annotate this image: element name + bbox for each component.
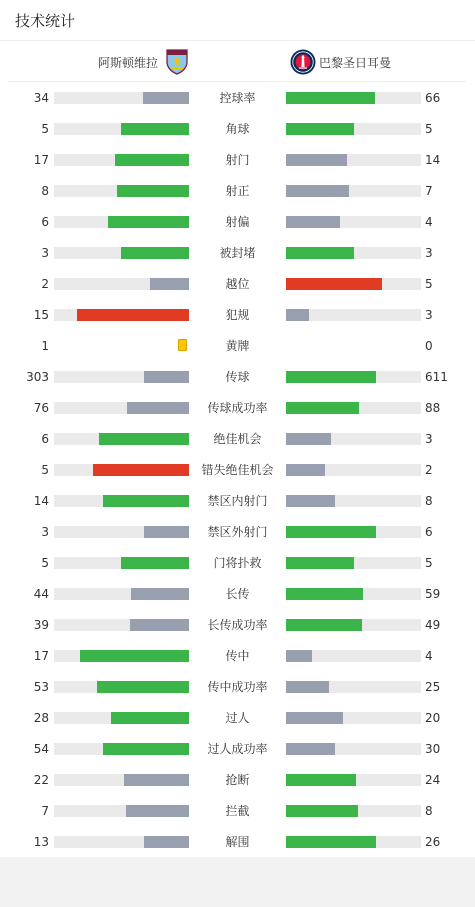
away-bar-track	[286, 185, 421, 197]
stat-row	[0, 677, 475, 697]
home-bar-track	[54, 712, 189, 724]
home-bar-track	[54, 309, 189, 321]
away-value: 0	[425, 339, 433, 353]
away-value: 611	[425, 370, 448, 384]
stat-label: 射偏	[225, 215, 250, 229]
home-bar-track	[54, 216, 189, 228]
away-bar-track	[286, 557, 421, 569]
away-value: 4	[425, 215, 433, 229]
away-value: 5	[425, 277, 433, 291]
home-value: 15	[33, 308, 49, 322]
away-bar-fill	[286, 650, 312, 662]
home-bar-track	[54, 743, 189, 755]
home-bar-track	[54, 557, 189, 569]
away-bar-fill	[286, 371, 376, 383]
away-value: 3	[425, 432, 433, 446]
away-bar-fill	[286, 402, 359, 414]
stat-label: 长传成功率	[207, 618, 268, 632]
away-team-name: 巴黎圣日耳曼	[319, 55, 392, 70]
away-value: 66	[425, 91, 441, 105]
home-bar-fill	[126, 805, 189, 817]
stat-row	[0, 491, 475, 511]
away-bar-track	[286, 123, 421, 135]
away-bar-fill	[286, 681, 329, 693]
home-bar-fill	[121, 123, 189, 135]
stat-label: 犯规	[225, 308, 250, 322]
stat-label: 传中成功率	[207, 680, 268, 694]
home-bar-fill	[144, 371, 189, 383]
stat-label: 传球成功率	[207, 401, 268, 415]
away-bar-fill	[286, 123, 354, 135]
home-team[interactable]	[98, 49, 190, 75]
home-value: 5	[41, 463, 49, 477]
stat-row	[0, 336, 475, 356]
stat-label: 过人	[225, 711, 250, 725]
stat-row	[0, 119, 475, 139]
away-value: 8	[425, 804, 433, 818]
stat-row	[0, 429, 475, 449]
home-value: 34	[33, 91, 49, 105]
stat-label: 越位	[225, 277, 250, 291]
home-bar-fill	[143, 92, 189, 104]
home-bar-track	[54, 681, 189, 693]
away-value: 26	[425, 835, 441, 849]
stat-label: 黄牌	[225, 339, 250, 353]
away-bar-track	[286, 309, 421, 321]
home-bar-fill	[130, 619, 189, 631]
away-value: 14	[425, 153, 441, 167]
away-bar-fill	[286, 557, 354, 569]
away-bar-track	[286, 774, 421, 786]
home-bar-track	[54, 402, 189, 414]
home-value: 2	[41, 277, 49, 291]
stat-label: 过人成功率	[207, 742, 268, 756]
away-bar-track	[286, 371, 421, 383]
stat-row	[0, 367, 475, 387]
home-bar-track	[54, 495, 189, 507]
stat-row	[0, 274, 475, 294]
away-bar-track	[286, 836, 421, 848]
away-value: 24	[425, 773, 441, 787]
home-bar-fill	[115, 154, 189, 166]
stat-row	[0, 460, 475, 480]
away-bar-track	[286, 681, 421, 693]
away-bar-track	[286, 402, 421, 414]
away-bar-track	[286, 619, 421, 631]
away-value: 3	[425, 246, 433, 260]
home-bar-fill	[77, 309, 189, 321]
home-value: 54	[33, 742, 49, 756]
home-bar-track	[54, 619, 189, 631]
home-bar-track	[54, 836, 189, 848]
home-bar-track	[54, 123, 189, 135]
stat-row	[0, 150, 475, 170]
away-value: 25	[425, 680, 441, 694]
stat-label: 抢断	[225, 773, 250, 787]
stat-label: 射正	[225, 184, 250, 198]
stat-label: 传球	[225, 370, 250, 384]
away-bar-fill	[286, 92, 375, 104]
away-bar-track	[286, 495, 421, 507]
stat-label: 传中	[225, 649, 250, 663]
away-bar-track	[286, 588, 421, 600]
title-bar	[0, 0, 475, 41]
away-value: 5	[425, 556, 433, 570]
stat-row	[0, 832, 475, 852]
stat-label: 错失绝佳机会	[201, 463, 274, 477]
home-bar-fill	[144, 836, 189, 848]
away-value: 59	[425, 587, 441, 601]
home-value: 1	[41, 339, 49, 353]
home-bar-track	[54, 464, 189, 476]
stat-row	[0, 770, 475, 790]
away-value: 4	[425, 649, 433, 663]
stat-label: 禁区外射门	[207, 525, 268, 539]
home-value: 5	[41, 556, 49, 570]
home-bar-fill	[150, 278, 189, 290]
home-bar-fill	[121, 247, 189, 259]
stat-row	[0, 584, 475, 604]
home-bar-track	[54, 278, 189, 290]
away-value: 8	[425, 494, 433, 508]
away-bar-fill	[286, 712, 343, 724]
stat-label: 射门	[225, 153, 250, 167]
away-bar-fill	[286, 278, 382, 290]
home-value: 44	[33, 587, 49, 601]
home-bar-track	[54, 650, 189, 662]
stat-label: 长传	[225, 587, 250, 601]
home-value: 3	[41, 525, 49, 539]
home-bar-fill	[144, 526, 189, 538]
stat-row	[0, 398, 475, 418]
stat-row	[0, 88, 475, 108]
home-bar-fill	[117, 185, 189, 197]
home-bar-fill	[97, 681, 189, 693]
home-bar-track	[54, 371, 189, 383]
away-bar-fill	[286, 247, 354, 259]
home-value: 39	[33, 618, 49, 632]
home-value: 7	[41, 804, 49, 818]
page-title: 技术统计	[15, 11, 76, 30]
away-bar-fill	[286, 526, 376, 538]
stat-row	[0, 646, 475, 666]
away-value: 2	[425, 463, 433, 477]
home-value: 5	[41, 122, 49, 136]
home-value: 22	[33, 773, 49, 787]
home-bar-track	[54, 805, 189, 817]
home-bar-fill	[124, 774, 189, 786]
home-bar-fill	[103, 743, 189, 755]
home-value: 303	[26, 370, 49, 384]
home-bar-fill	[111, 712, 189, 724]
stat-label: 控球率	[219, 91, 256, 105]
away-bar-track	[286, 247, 421, 259]
away-bar-track	[286, 154, 421, 166]
home-team-name: 阿斯顿维拉	[97, 55, 158, 70]
away-bar-fill	[286, 495, 335, 507]
home-bar-track	[54, 247, 189, 259]
yellow-card-icon	[178, 339, 187, 351]
away-bar-fill	[286, 743, 335, 755]
stat-label: 绝佳机会	[213, 432, 262, 446]
psg-crest-icon	[290, 49, 316, 75]
away-team[interactable]	[290, 49, 391, 75]
home-bar-track	[54, 185, 189, 197]
away-bar-fill	[286, 836, 376, 848]
away-bar-fill	[286, 433, 331, 445]
home-bar-fill	[108, 216, 189, 228]
stat-label: 角球	[225, 122, 250, 136]
away-bar-track	[286, 216, 421, 228]
teams-header	[9, 41, 466, 82]
away-bar-track	[286, 712, 421, 724]
home-value: 17	[33, 153, 49, 167]
home-bar-fill	[80, 650, 189, 662]
stat-row	[0, 801, 475, 821]
away-bar-track	[286, 805, 421, 817]
home-bar-track	[54, 433, 189, 445]
away-bar-fill	[286, 216, 340, 228]
home-bar-track	[54, 526, 189, 538]
stat-row	[0, 212, 475, 232]
away-bar-fill	[286, 309, 309, 321]
away-bar-track	[286, 464, 421, 476]
stat-label: 拦截	[225, 804, 250, 818]
stat-row	[0, 708, 475, 728]
home-value: 53	[33, 680, 49, 694]
away-bar-fill	[286, 185, 349, 197]
home-value: 6	[41, 215, 49, 229]
away-value: 7	[425, 184, 433, 198]
stat-row	[0, 615, 475, 635]
away-bar-track	[286, 743, 421, 755]
away-value: 5	[425, 122, 433, 136]
away-bar-track	[286, 92, 421, 104]
home-value: 28	[33, 711, 49, 725]
stat-label: 被封堵	[219, 246, 256, 260]
stat-row	[0, 739, 475, 759]
home-bar-track	[54, 588, 189, 600]
away-value: 20	[425, 711, 441, 725]
stat-label: 禁区内射门	[207, 494, 268, 508]
stat-label: 门将扑救	[213, 556, 262, 570]
home-bar-fill	[121, 557, 189, 569]
home-bar-fill	[127, 402, 189, 414]
home-value: 14	[33, 494, 49, 508]
stat-row	[0, 181, 475, 201]
away-bar-fill	[286, 774, 356, 786]
away-value: 30	[425, 742, 441, 756]
away-value: 49	[425, 618, 441, 632]
home-value: 3	[41, 246, 49, 260]
home-bar-fill	[99, 433, 189, 445]
home-value: 17	[33, 649, 49, 663]
home-bar-fill	[103, 495, 189, 507]
away-bar-fill	[286, 588, 363, 600]
away-bar-track	[286, 278, 421, 290]
stat-row	[0, 243, 475, 263]
away-bar-fill	[286, 805, 358, 817]
home-bar-fill	[131, 588, 189, 600]
away-bar-fill	[286, 154, 347, 166]
aston-villa-crest-icon	[164, 49, 190, 75]
stat-row	[0, 553, 475, 573]
home-value: 8	[41, 184, 49, 198]
home-bar-track	[54, 92, 189, 104]
home-bar-track	[54, 154, 189, 166]
home-value: 6	[41, 432, 49, 446]
stat-label: 解围	[225, 835, 250, 849]
away-value: 3	[425, 308, 433, 322]
away-value: 6	[425, 525, 433, 539]
away-bar-fill	[286, 619, 362, 631]
home-bar-fill	[93, 464, 189, 476]
away-bar-track	[286, 526, 421, 538]
away-bar-track	[286, 433, 421, 445]
stat-row	[0, 305, 475, 325]
away-bar-track	[286, 650, 421, 662]
home-value: 76	[33, 401, 49, 415]
home-bar-track	[54, 774, 189, 786]
stat-row	[0, 522, 475, 542]
home-value: 13	[33, 835, 49, 849]
away-bar-fill	[286, 464, 325, 476]
away-value: 88	[425, 401, 441, 415]
